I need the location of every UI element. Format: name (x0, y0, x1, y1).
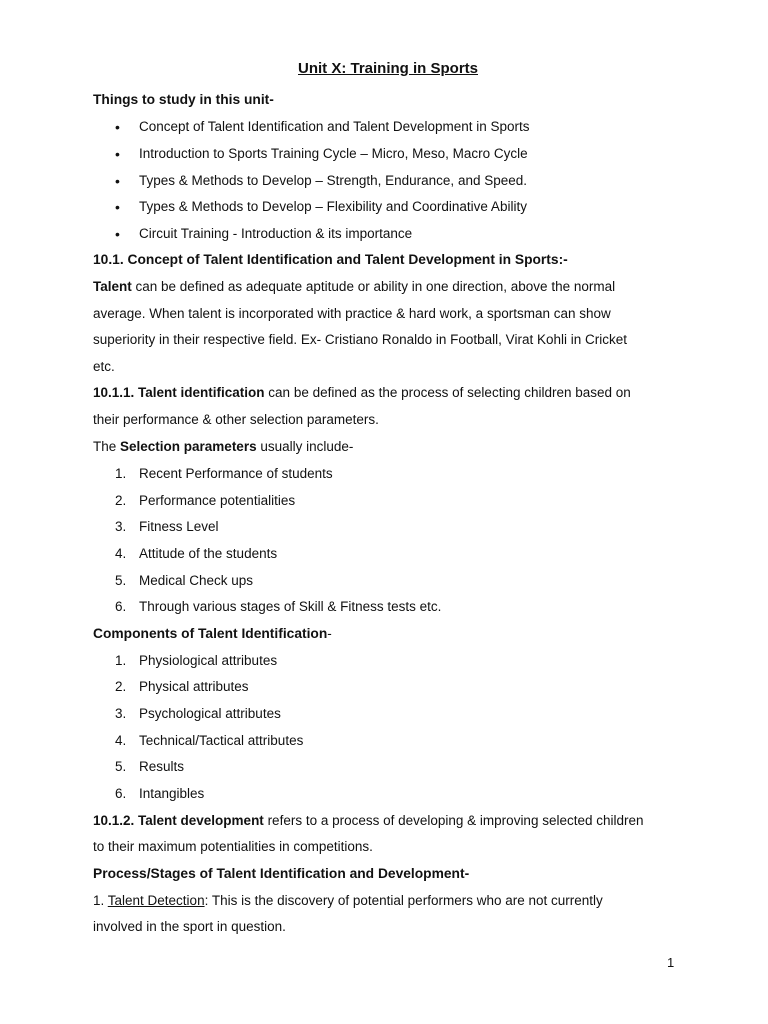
list-item-text: Physiological attributes (139, 653, 278, 668)
list-item-text: Through various stages of Skill & Fitness tests etc. (139, 599, 442, 614)
bullet-icon: • (115, 146, 120, 162)
list-item-text: Technical/Tactical attributes (139, 733, 304, 748)
talent-paragraph-line: superiority in their respective field. Ex- Cristiano Ronaldo in Football, Virat Kohli in Cricket (93, 332, 627, 347)
list-item-text: Attitude of the students (139, 546, 278, 561)
selection-suffix: usually include- (256, 439, 354, 454)
document-page (93, 0, 683, 1024)
page-title: Unit X: Training in Sports (298, 60, 478, 77)
list-item-text: Intangibles (139, 786, 205, 801)
list-item-text: Medical Check ups (139, 573, 254, 588)
bullet-icon: • (115, 173, 120, 189)
talent-paragraph-line: average. When talent is incorporated with practice & hard work, a sportsman can show (93, 306, 611, 321)
talent-paragraph-line (93, 277, 615, 297)
bullet-icon: • (115, 226, 120, 242)
list-item-number: 5. (115, 759, 127, 774)
list-item-text: Circuit Training - Introduction & its importance (139, 226, 413, 241)
list-item-text: Results (139, 759, 185, 774)
list-item-number: 1. (115, 653, 127, 668)
list-item-number: 6. (115, 786, 127, 801)
talent-identification-line (93, 383, 631, 403)
components-suffix: - (327, 626, 332, 641)
talent-development-term: 10.1.2. Talent development (93, 813, 264, 828)
list-item-text: Psychological attributes (139, 706, 281, 721)
components-heading (93, 624, 332, 644)
list-item-text: Types & Methods to Develop – Flexibility and Coordinative Ability (139, 199, 527, 214)
list-item-text: Types & Methods to Develop – Strength, Endurance, and Speed. (139, 173, 527, 188)
list-item-number: 3. (115, 706, 127, 721)
list-item-number: 5. (115, 573, 127, 588)
talent-paragraph-line: etc. (93, 359, 115, 374)
list-item-number: 4. (115, 546, 127, 561)
list-item-text: Concept of Talent Identification and Talent Development in Sports (139, 119, 530, 134)
selection-intro (93, 437, 353, 457)
list-item-number: 1. (115, 466, 127, 481)
talent-development-text: refers to a process of developing & improving selected children (263, 813, 644, 828)
page-number: 1 (667, 955, 675, 970)
process-heading: Process/Stages of Talent Identification and Development- (93, 866, 470, 881)
list-item-text: Physical attributes (139, 679, 249, 694)
stage-1-line (93, 891, 603, 911)
talent-identification-term: 10.1.1. Talent identification (93, 385, 265, 400)
talent-text: can be defined as adequate aptitude or ability in one direction, above the normal (131, 279, 616, 294)
list-item-text: Fitness Level (139, 519, 219, 534)
stage-1-term: Talent Detection (107, 893, 205, 908)
list-item-number: 2. (115, 679, 127, 694)
list-item-number: 6. (115, 599, 127, 614)
bullet-icon: • (115, 199, 120, 215)
talent-development-line (93, 811, 644, 831)
list-item-number: 3. (115, 519, 127, 534)
stage-1-text: : This is the discovery of potential performers who are not currently (204, 893, 603, 908)
selection-prefix: The (93, 439, 121, 454)
components-term: Components of Talent Identification (93, 626, 328, 641)
stage-1-line: involved in the sport in question. (93, 919, 286, 934)
list-item-text: Recent Performance of students (139, 466, 333, 481)
talent-identification-line: their performance & other selection parameters. (93, 412, 379, 427)
list-item-text: Performance potentialities (139, 493, 296, 508)
selection-term: Selection parameters (120, 439, 257, 454)
study-heading: Things to study in this unit- (93, 92, 274, 107)
talent-identification-text: can be defined as the process of selecting children based on (264, 385, 631, 400)
list-item-number: 4. (115, 733, 127, 748)
stage-1-prefix: 1. (93, 893, 108, 908)
list-item-number: 2. (115, 493, 127, 508)
talent-development-line: to their maximum potentialities in competitions. (93, 839, 373, 854)
list-item-text: Introduction to Sports Training Cycle – Micro, Meso, Macro Cycle (139, 146, 528, 161)
bullet-icon: • (115, 119, 120, 135)
section-heading-10-1: 10.1. Concept of Talent Identification and Talent Development in Sports:- (93, 252, 568, 267)
talent-term: Talent (93, 279, 132, 294)
